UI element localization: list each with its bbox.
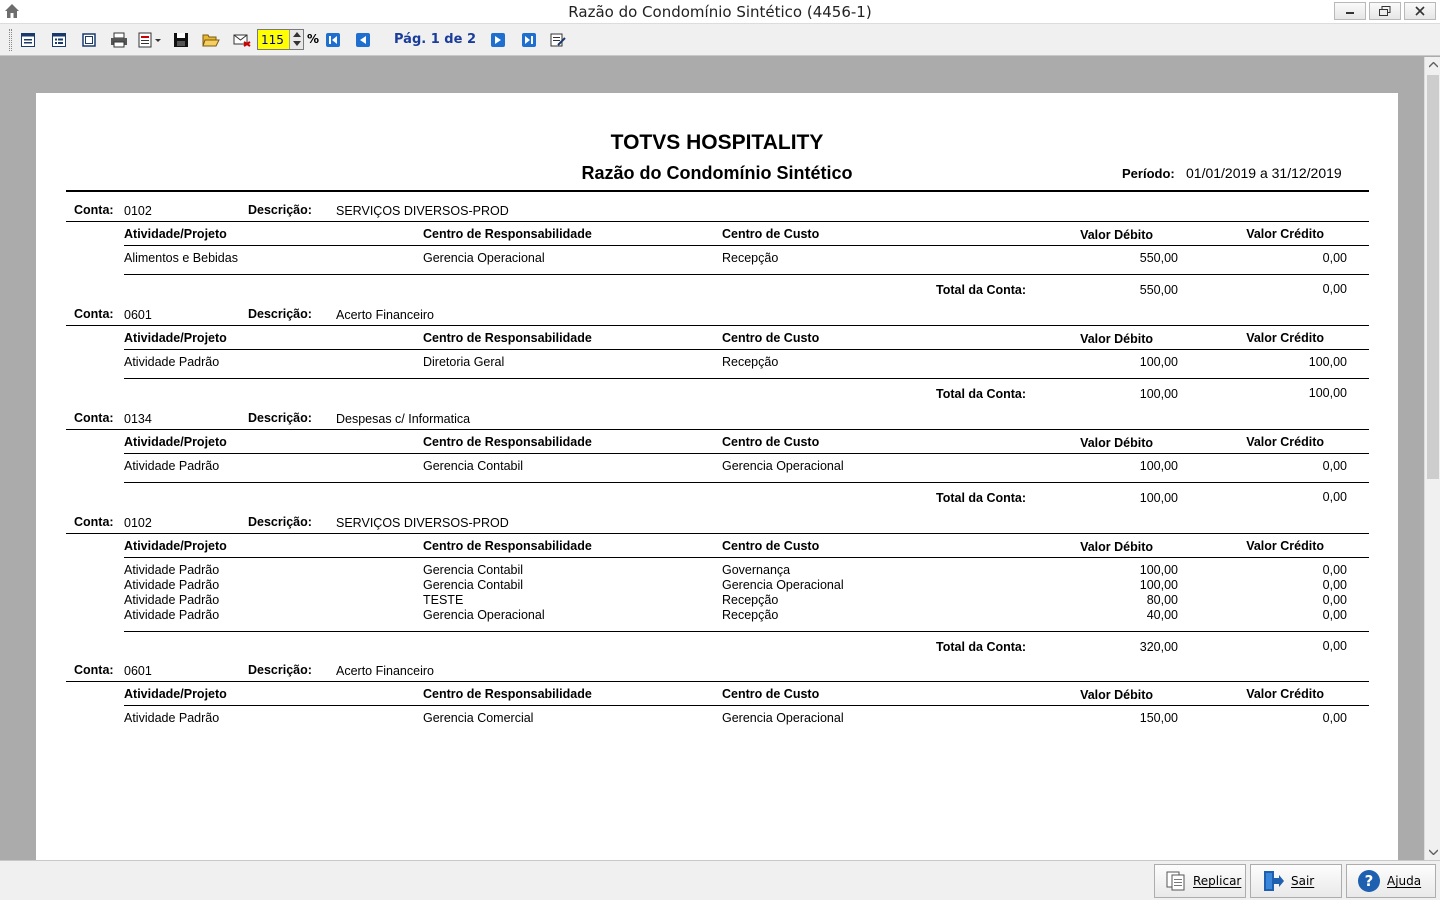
next-page-button[interactable] xyxy=(489,31,507,49)
descricao-label: Descrição: xyxy=(248,515,312,529)
descricao-value: SERVIÇOS DIVERSOS-PROD xyxy=(336,516,509,530)
row-centro-resp: Gerencia Contabil xyxy=(423,578,524,592)
book-view-button[interactable] xyxy=(80,31,98,49)
column-header-centro-resp: Centro de Responsabilidade xyxy=(423,227,592,241)
row-centro-resp: TESTE xyxy=(423,593,464,607)
column-header-atividade: Atividade/Projeto xyxy=(124,687,227,701)
row-centro-custo: Gerencia Operacional xyxy=(722,711,844,725)
column-header-atividade: Atividade/Projeto xyxy=(124,227,227,241)
descricao-value: Acerto Financeiro xyxy=(336,308,434,322)
scroll-thumb[interactable] xyxy=(1427,75,1439,479)
column-header-atividade: Atividade/Projeto xyxy=(124,435,227,449)
column-header-credito: Valor Crédito xyxy=(1246,331,1324,345)
column-header-centro-resp: Centro de Responsabilidade xyxy=(423,435,592,449)
first-page-icon xyxy=(326,33,340,47)
row-debito: 100,00 xyxy=(1139,578,1178,592)
column-header-credito: Valor Crédito xyxy=(1246,539,1324,553)
column-header-atividade: Atividade/Projeto xyxy=(124,539,227,553)
bottom-bar xyxy=(0,860,1440,900)
descricao-label: Descrição: xyxy=(248,663,312,677)
column-header-debito: Valor Débito xyxy=(1080,436,1153,450)
conta-label: Conta: xyxy=(74,307,114,321)
minimize-icon xyxy=(1345,6,1355,16)
replicar-label: Replicar xyxy=(1193,874,1242,888)
printer-icon xyxy=(110,32,128,48)
zoom-input[interactable] xyxy=(259,31,289,48)
total-debito: 100,00 xyxy=(1139,491,1178,505)
column-header-credito: Valor Crédito xyxy=(1246,227,1324,241)
column-header-centro-custo: Centro de Custo xyxy=(722,539,820,553)
export-icon xyxy=(137,32,163,48)
column-header-centro-custo: Centro de Custo xyxy=(722,227,820,241)
conta-label: Conta: xyxy=(74,515,114,529)
email-button[interactable] xyxy=(233,31,251,49)
row-atividade: Atividade Padrão xyxy=(124,711,220,725)
zoom-spinner[interactable] xyxy=(257,29,304,50)
descricao-label: Descrição: xyxy=(248,411,312,425)
sair-button[interactable] xyxy=(1250,864,1342,898)
row-centro-custo: Governança xyxy=(722,563,791,577)
total-label: Total da Conta: xyxy=(936,491,1027,505)
row-centro-resp: Gerencia Operacional xyxy=(423,251,545,265)
next-page-icon xyxy=(491,33,505,47)
conta-value: 0601 xyxy=(124,308,152,322)
row-credito: 100,00 xyxy=(1308,355,1347,369)
conta-label: Conta: xyxy=(74,411,114,425)
descricao-label: Descrição: xyxy=(248,307,312,321)
total-debito: 550,00 xyxy=(1139,283,1178,297)
row-credito: 0,00 xyxy=(1322,563,1347,577)
find-icon xyxy=(549,32,567,48)
rows-divider xyxy=(124,274,1369,275)
account-divider xyxy=(66,681,1369,682)
column-header-centro-resp: Centro de Responsabilidade xyxy=(423,331,592,345)
total-label: Total da Conta: xyxy=(936,387,1027,401)
row-debito: 100,00 xyxy=(1139,563,1178,577)
column-header-credito: Valor Crédito xyxy=(1246,435,1324,449)
row-atividade: Alimentos e Bebidas xyxy=(124,251,238,265)
column-header-centro-custo: Centro de Custo xyxy=(722,687,820,701)
column-header-centro-custo: Centro de Custo xyxy=(722,435,820,449)
previous-page-button[interactable] xyxy=(354,31,372,49)
row-centro-resp: Gerencia Comercial xyxy=(423,711,534,725)
replicar-button[interactable] xyxy=(1154,864,1246,898)
conta-value: 0134 xyxy=(124,412,152,426)
row-debito: 40,00 xyxy=(1146,608,1178,622)
zoom-down-icon[interactable] xyxy=(290,39,303,48)
conta-value: 0102 xyxy=(124,516,152,530)
scroll-down-icon[interactable] xyxy=(1425,844,1440,860)
row-debito: 150,00 xyxy=(1139,711,1178,725)
total-credito: 0,00 xyxy=(1322,282,1347,296)
report-page xyxy=(36,93,1398,860)
row-atividade: Atividade Padrão xyxy=(124,608,220,622)
row-debito: 550,00 xyxy=(1139,251,1178,265)
print-button[interactable] xyxy=(110,31,128,49)
column-header-centro-resp: Centro de Responsabilidade xyxy=(423,687,592,701)
column-header-debito: Valor Débito xyxy=(1080,228,1153,242)
minimize-button[interactable] xyxy=(1334,2,1366,20)
column-header-centro-resp: Centro de Responsabilidade xyxy=(423,539,592,553)
outline-icon xyxy=(51,32,67,48)
ajuda-button[interactable] xyxy=(1346,864,1436,898)
toolbar xyxy=(0,24,1440,56)
first-page-button[interactable] xyxy=(324,31,342,49)
save-icon xyxy=(173,32,189,48)
book-icon xyxy=(81,32,97,48)
row-centro-resp: Diretoria Geral xyxy=(423,355,505,369)
total-credito: 0,00 xyxy=(1322,490,1347,504)
page-setup-icon xyxy=(20,32,36,48)
row-credito: 0,00 xyxy=(1322,459,1347,473)
column-header-debito: Valor Débito xyxy=(1080,540,1153,554)
row-centro-resp: Gerencia Operacional xyxy=(423,608,545,622)
total-label: Total da Conta: xyxy=(936,640,1027,654)
column-header-centro-custo: Centro de Custo xyxy=(722,331,820,345)
total-debito: 100,00 xyxy=(1139,387,1178,401)
row-credito: 0,00 xyxy=(1322,593,1347,607)
column-header-debito: Valor Débito xyxy=(1080,332,1153,346)
row-centro-resp: Gerencia Contabil xyxy=(423,459,524,473)
descricao-value: SERVIÇOS DIVERSOS-PROD xyxy=(336,204,509,218)
save-button[interactable] xyxy=(172,31,190,49)
last-page-button[interactable] xyxy=(520,31,538,49)
account-divider xyxy=(66,533,1369,534)
close-icon xyxy=(1415,6,1425,16)
zoom-spin-buttons[interactable] xyxy=(289,30,303,49)
row-centro-custo: Recepção xyxy=(722,593,779,607)
descricao-label: Descrição: xyxy=(248,203,312,217)
title-bar xyxy=(0,0,1440,24)
column-header-debito: Valor Débito xyxy=(1080,688,1153,702)
last-page-icon xyxy=(522,33,536,47)
row-credito: 0,00 xyxy=(1322,711,1347,725)
exit-icon xyxy=(1261,869,1285,893)
row-centro-custo: Gerencia Operacional xyxy=(722,459,844,473)
total-credito: 0,00 xyxy=(1322,639,1347,653)
page-setup-button[interactable] xyxy=(19,31,37,49)
total-credito: 100,00 xyxy=(1308,386,1347,400)
column-header-divider xyxy=(124,349,1369,350)
row-credito: 0,00 xyxy=(1322,608,1347,622)
row-atividade: Atividade Padrão xyxy=(124,563,220,577)
period-value: 01/01/2019 a 31/12/2019 xyxy=(1186,165,1342,181)
column-header-divider xyxy=(124,705,1369,706)
descricao-value: Acerto Financeiro xyxy=(336,664,434,678)
scroll-up-icon[interactable] xyxy=(1425,57,1440,73)
row-centro-resp: Gerencia Contabil xyxy=(423,563,524,577)
preview-area[interactable] xyxy=(0,57,1424,860)
row-credito: 0,00 xyxy=(1322,578,1347,592)
restore-button[interactable] xyxy=(1369,2,1401,20)
report-title: Razão do Condomínio Sintético xyxy=(581,163,853,183)
folder-open-icon xyxy=(202,32,220,48)
row-centro-custo: Recepção xyxy=(722,355,779,369)
conta-value: 0102 xyxy=(124,204,152,218)
row-credito: 0,00 xyxy=(1322,251,1347,265)
row-debito: 100,00 xyxy=(1139,355,1178,369)
row-centro-custo: Recepção xyxy=(722,251,779,265)
column-header-divider xyxy=(124,453,1369,454)
email-icon xyxy=(233,32,251,48)
sair-label: Sair xyxy=(1291,874,1315,888)
toolbar-grip[interactable] xyxy=(9,29,12,51)
page-indicator: Pág. 1 de 2 xyxy=(394,32,476,47)
account-divider xyxy=(66,325,1369,326)
column-header-divider xyxy=(124,245,1369,246)
close-button[interactable] xyxy=(1404,2,1436,20)
ajuda-label: Ajuda xyxy=(1387,874,1422,888)
column-header-atividade: Atividade/Projeto xyxy=(124,331,227,345)
rows-divider xyxy=(124,378,1369,379)
descricao-value: Despesas c/ Informatica xyxy=(336,412,471,426)
row-centro-custo: Recepção xyxy=(722,608,779,622)
zoom-up-icon[interactable] xyxy=(290,30,303,39)
total-label: Total da Conta: xyxy=(936,283,1027,297)
rows-divider xyxy=(124,482,1369,483)
restore-icon xyxy=(1379,6,1391,16)
window-title: Razão do Condomínio Sintético (4456-1) xyxy=(568,3,872,21)
export-button[interactable] xyxy=(137,31,163,49)
report-company: TOTVS HOSPITALITY xyxy=(610,131,824,154)
row-atividade: Atividade Padrão xyxy=(124,355,220,369)
conta-label: Conta: xyxy=(74,663,114,677)
account-divider xyxy=(66,221,1369,222)
vertical-scrollbar[interactable] xyxy=(1424,57,1440,860)
outline-button[interactable] xyxy=(50,31,68,49)
row-atividade: Atividade Padrão xyxy=(124,459,220,473)
row-debito: 100,00 xyxy=(1139,459,1178,473)
conta-value: 0601 xyxy=(124,664,152,678)
row-atividade: Atividade Padrão xyxy=(124,578,220,592)
period-label: Período: xyxy=(1122,166,1175,181)
account-divider xyxy=(66,429,1369,430)
zoom-unit: % xyxy=(307,32,320,46)
header-divider xyxy=(66,190,1369,192)
find-button[interactable] xyxy=(549,31,567,49)
total-debito: 320,00 xyxy=(1139,640,1178,654)
row-atividade: Atividade Padrão xyxy=(124,593,220,607)
conta-label: Conta: xyxy=(74,203,114,217)
copy-icon xyxy=(1165,870,1187,892)
row-centro-custo: Gerencia Operacional xyxy=(722,578,844,592)
help-icon xyxy=(1357,869,1381,893)
rows-divider xyxy=(124,631,1369,632)
previous-page-icon xyxy=(356,33,370,47)
column-header-credito: Valor Crédito xyxy=(1246,687,1324,701)
column-header-divider xyxy=(124,557,1369,558)
svg-text:?: ? xyxy=(1364,872,1374,890)
row-debito: 80,00 xyxy=(1146,593,1178,607)
open-button[interactable] xyxy=(202,31,220,49)
